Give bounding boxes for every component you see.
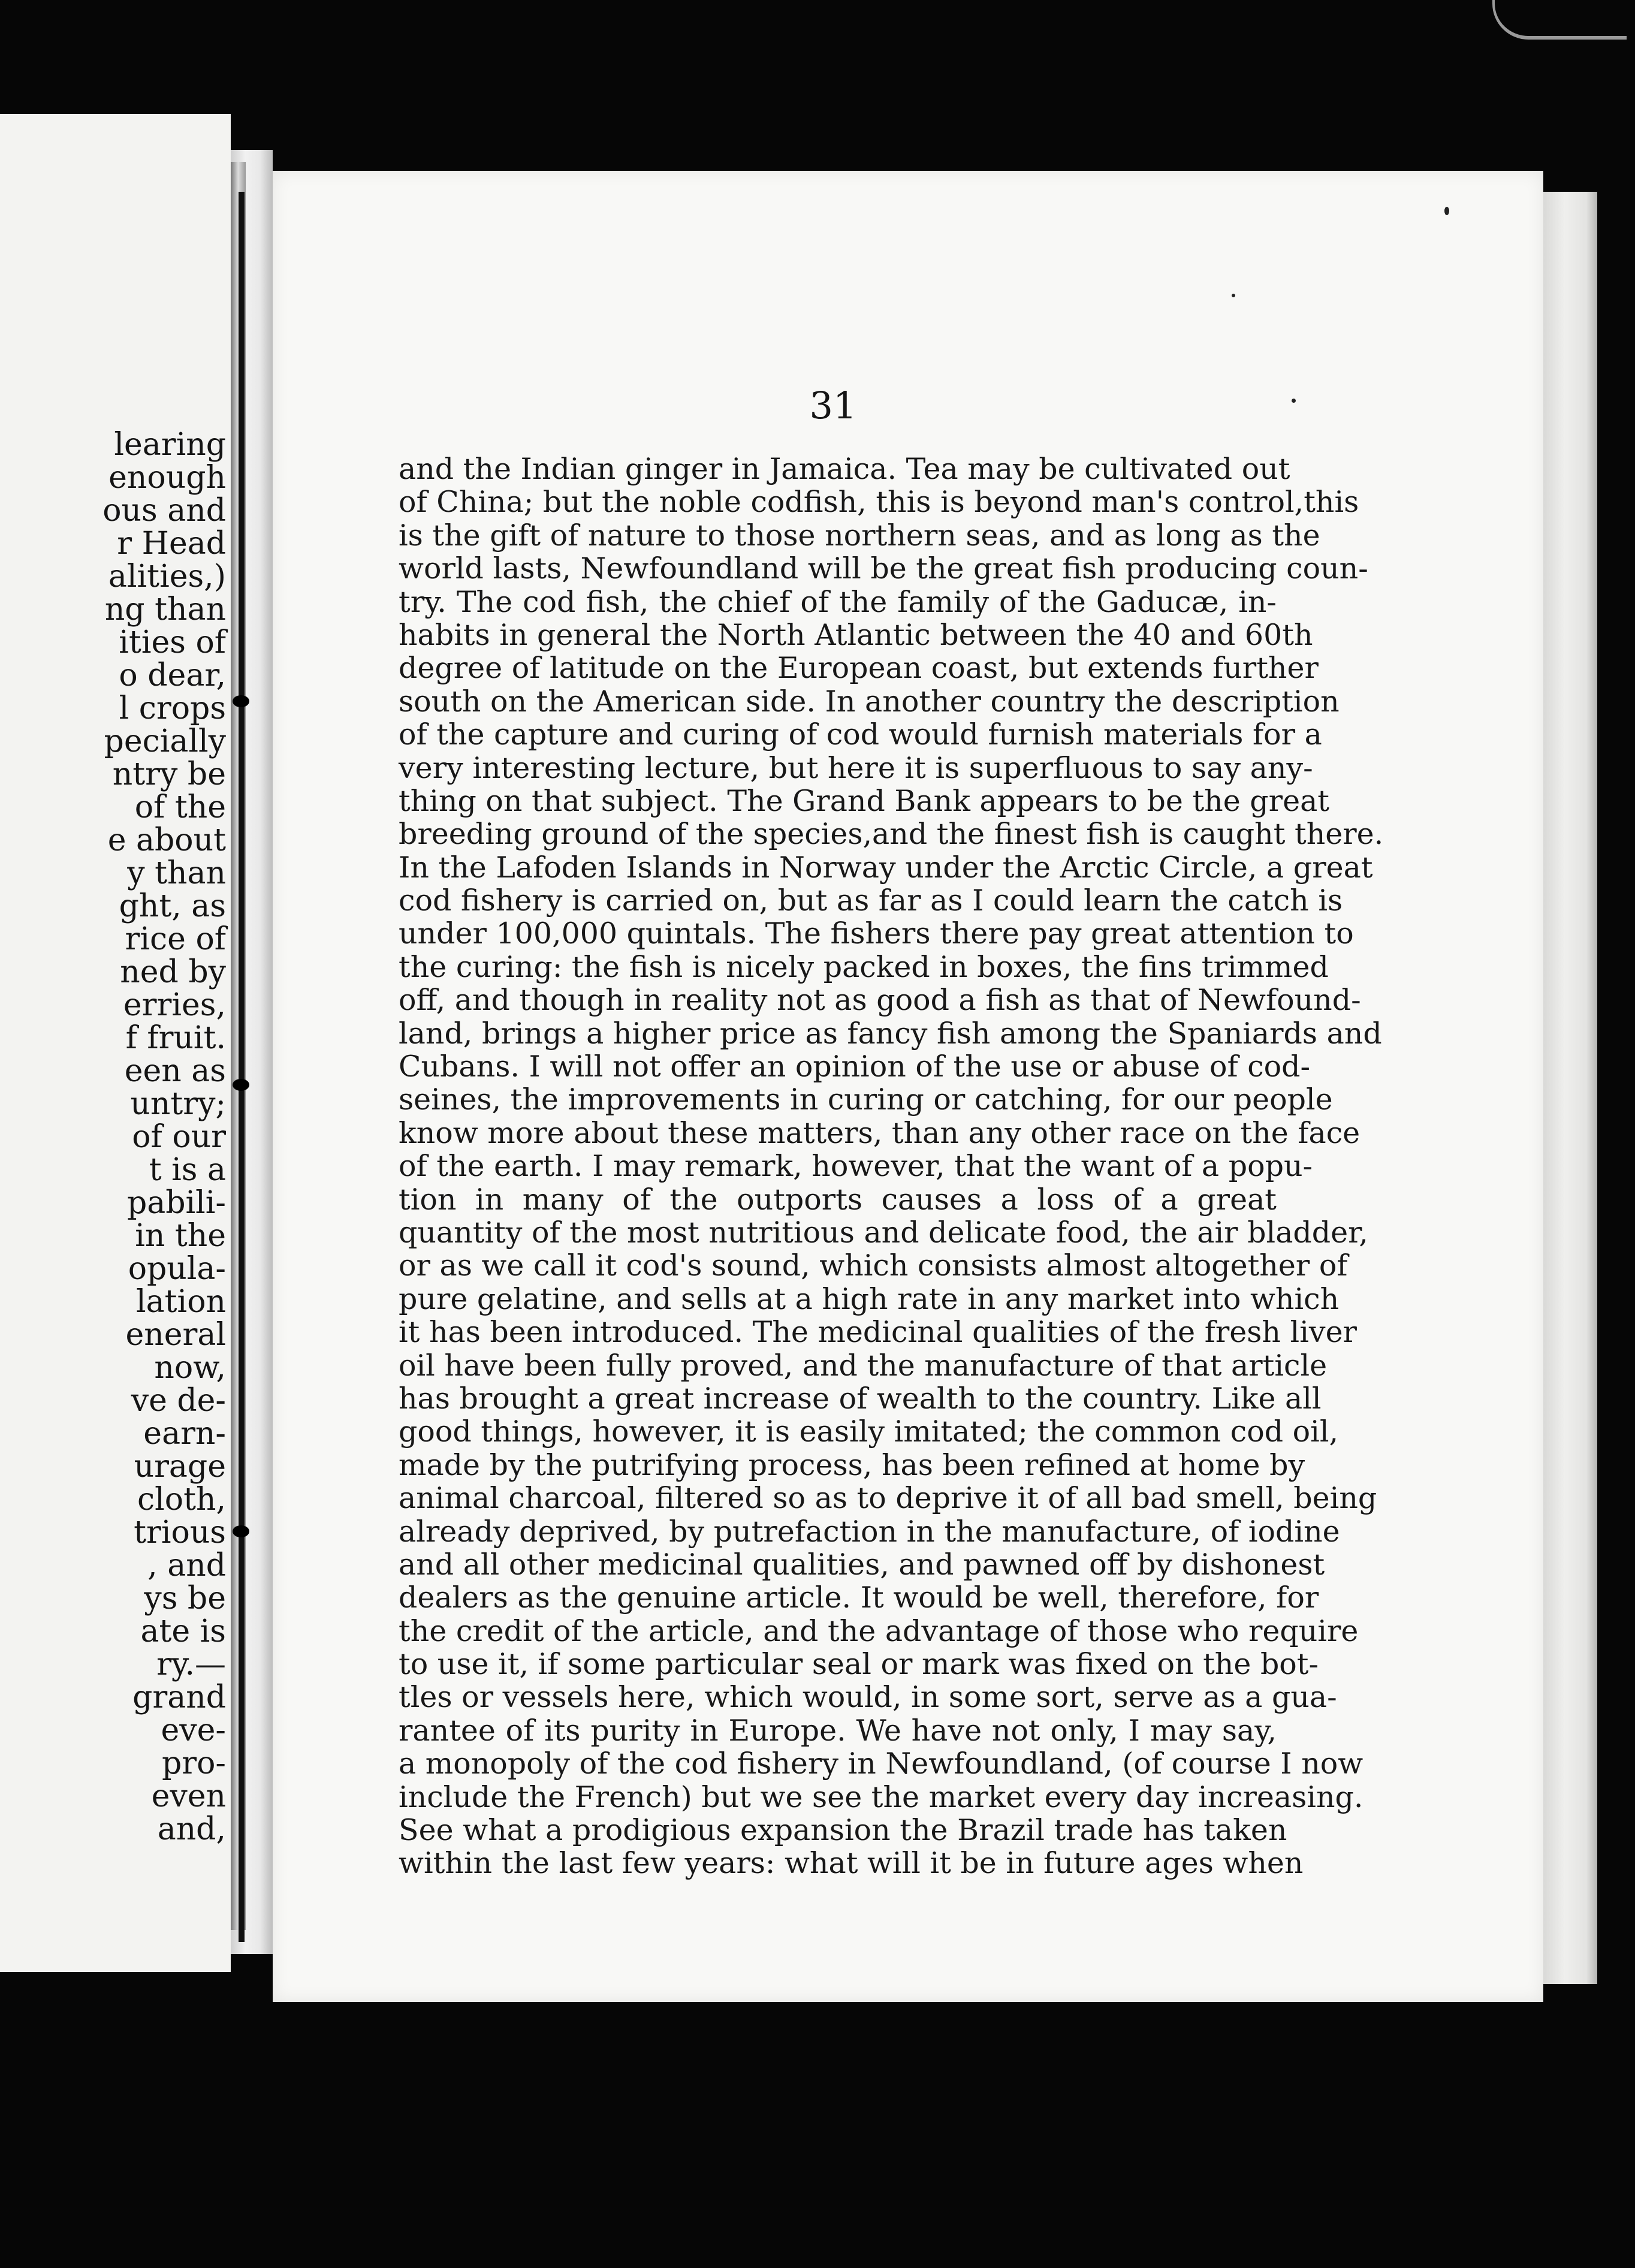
text-line: Cubans. I will not offer an opinion of the use or abuse of cod- (399, 1049, 1311, 1084)
facing-text-line: e about (107, 822, 226, 858)
text-line: tles or vessels here, which would, in some sort, serve as a gua- (399, 1680, 1337, 1715)
facing-text-line: untry; (130, 1086, 226, 1122)
text-line: habits in general the North Atlantic between the 40 and 60th (399, 617, 1313, 652)
facing-text-line: f fruit. (125, 1020, 226, 1056)
facing-text-line: ng than (104, 592, 226, 628)
text-line: or as we call it cod's sound, which consists almost altogether of (399, 1248, 1348, 1283)
text-line: it has been introduced. The medicinal qualities of the fresh liver (399, 1315, 1357, 1350)
facing-text-line: y than (127, 855, 226, 891)
facing-text-line: ntry be (112, 756, 226, 792)
text-line: of the capture and curing of cod would furnish materials for a (399, 717, 1322, 752)
page-body-text (399, 452, 1384, 1881)
dust-speck (1444, 207, 1449, 215)
page-number: 31 (809, 384, 857, 427)
text-line: under 100,000 quintals. The fishers there pay great attention to (399, 916, 1354, 951)
facing-page-text (10, 429, 226, 1846)
facing-text-line: even (151, 1778, 226, 1814)
facing-text-line: r Head (117, 526, 226, 562)
facing-text-line: ry.— (156, 1646, 226, 1682)
text-line: try. The cod fish, the chief of the family of the Gaducæ, in- (399, 584, 1277, 619)
text-line: land, brings a higher price as fancy fish among the Spaniards and (399, 1016, 1382, 1051)
text-line: seines, the improvements in curing or catching, for our people (399, 1082, 1333, 1117)
text-line: and all other medicinal qualities, and pawned off by dishonest (399, 1547, 1325, 1582)
text-line: made by the putrifying process, has been refined at home by (399, 1447, 1305, 1482)
text-line: the curing: the fish is nicely packed in boxes, the fins trimmed (399, 949, 1329, 984)
text-line: pure gelatine, and sells at a high rate in any market into which (399, 1281, 1340, 1316)
facing-text-line: ys be (144, 1581, 226, 1616)
facing-text-line: ities of (119, 625, 226, 661)
text-line: of China; but the noble codfish, this is beyond man's control,this (399, 485, 1359, 520)
text-line: degree of latitude on the European coast, but extends further (399, 651, 1319, 686)
binding-stitch (233, 1079, 249, 1091)
facing-text-line: of our (132, 1119, 226, 1155)
text-line: already deprived, by putrefaction in the manufacture, of iodine (399, 1514, 1340, 1549)
text-line: know more about these matters, than any other race on the face (399, 1115, 1361, 1150)
dust-speck (1292, 399, 1296, 403)
text-line: south on the American side. In another country the description (399, 684, 1340, 719)
text-line: animal charcoal, filtered so as to deprive it of all bad smell, being (399, 1481, 1377, 1516)
binding-stitch (233, 1525, 249, 1537)
text-line: dealers as the genuine article. It would be well, therefore, for (399, 1581, 1319, 1615)
dust-speck (1232, 294, 1235, 297)
facing-text-line: ght, as (119, 888, 226, 924)
text-line: a monopoly of the cod fishery in Newfoundland, (of course I now (399, 1747, 1363, 1781)
facing-text-line: earn- (143, 1416, 226, 1452)
facing-text-line: learing (114, 427, 226, 463)
facing-text-line: grand (132, 1679, 226, 1715)
text-line: tion in many of the outports causes a loss of a great (399, 1182, 1277, 1217)
facing-text-line: ous and (102, 493, 226, 529)
text-line: good things, however, it is easily imitated; the common cod oil, (399, 1415, 1339, 1449)
facing-text-line: pecially (104, 723, 226, 759)
facing-text-line: urage (134, 1449, 226, 1485)
facing-text-line: o dear, (119, 658, 226, 693)
text-line: include the French) but we see the market every day increasing. (399, 1780, 1363, 1814)
main-page-edge (1543, 192, 1597, 1984)
facing-text-line: erries, (123, 987, 226, 1023)
facing-text-line: of the (134, 789, 226, 825)
text-line: thing on that subject. The Grand Bank appears to be the great (399, 783, 1329, 818)
binding-spine (239, 192, 245, 1942)
facing-text-line: trious (134, 1515, 226, 1551)
facing-text-line: lation (136, 1284, 226, 1320)
text-line: of the earth. I may remark, however, that the want of a popu- (399, 1149, 1313, 1184)
text-line: within the last few years: what will it be in future ages when (399, 1846, 1304, 1881)
text-line: very interesting lecture, but here it is superfluous to say any- (399, 750, 1313, 785)
text-line: world lasts, Newfoundland will be the great fish producing coun- (399, 551, 1368, 586)
facing-text-line: een as (124, 1053, 226, 1089)
text-line: off, and though in reality not as good a fish as that of Newfound- (399, 983, 1361, 1018)
facing-text-line: ve de- (131, 1383, 226, 1419)
facing-text-line: now, (154, 1350, 226, 1386)
facing-text-line: eneral (125, 1317, 226, 1353)
text-line: and the Indian ginger in Jamaica. Tea may be cultivated out (399, 452, 1290, 486)
facing-text-line: ned by (120, 954, 226, 990)
facing-text-line: in the (135, 1218, 226, 1254)
text-line: rantee of its purity in Europe. We have not only, I may say, (399, 1713, 1277, 1748)
text-line: to use it, if some particular seal or mark was fixed on the bot- (399, 1647, 1319, 1682)
facing-text-line: opula- (128, 1251, 226, 1287)
text-line: See what a prodigious expansion the Brazil trade has taken (399, 1813, 1287, 1848)
text-line: has brought a great increase of wealth to the country. Like all (399, 1381, 1322, 1416)
text-line: In the Lafoden Islands in Norway under the Arctic Circle, a great (399, 850, 1373, 885)
facing-text-line: rice of (125, 921, 226, 957)
facing-text-line: pabili- (126, 1185, 226, 1221)
facing-text-line: alities,) (108, 559, 226, 595)
facing-text-line: , and (147, 1548, 226, 1584)
facing-text-line: ate is (140, 1613, 226, 1649)
text-line: quantity of the most nutritious and delicate food, the air bladder, (399, 1215, 1368, 1250)
corner-scan-artifact (1492, 0, 1627, 40)
facing-text-line: eve- (161, 1712, 226, 1748)
text-line: is the gift of nature to those northern seas, and as long as the (399, 518, 1320, 553)
facing-text-line: pro- (161, 1745, 226, 1781)
binding-stitch (233, 695, 249, 707)
facing-text-line: l crops (119, 690, 226, 726)
facing-text-line: t is a (149, 1152, 226, 1188)
text-line: breeding ground of the species,and the finest fish is caught there. (399, 817, 1384, 852)
text-line: the credit of the article, and the advantage of those who require (399, 1613, 1359, 1648)
facing-text-line: cloth, (137, 1482, 226, 1518)
text-line: cod fishery is carried on, but as far as I could learn the catch is (399, 883, 1343, 918)
facing-text-line: enough (108, 460, 226, 496)
facing-text-line: and, (157, 1811, 226, 1847)
text-line: oil have been fully proved, and the manufacture of that article (399, 1348, 1328, 1383)
facing-page (0, 114, 231, 1972)
